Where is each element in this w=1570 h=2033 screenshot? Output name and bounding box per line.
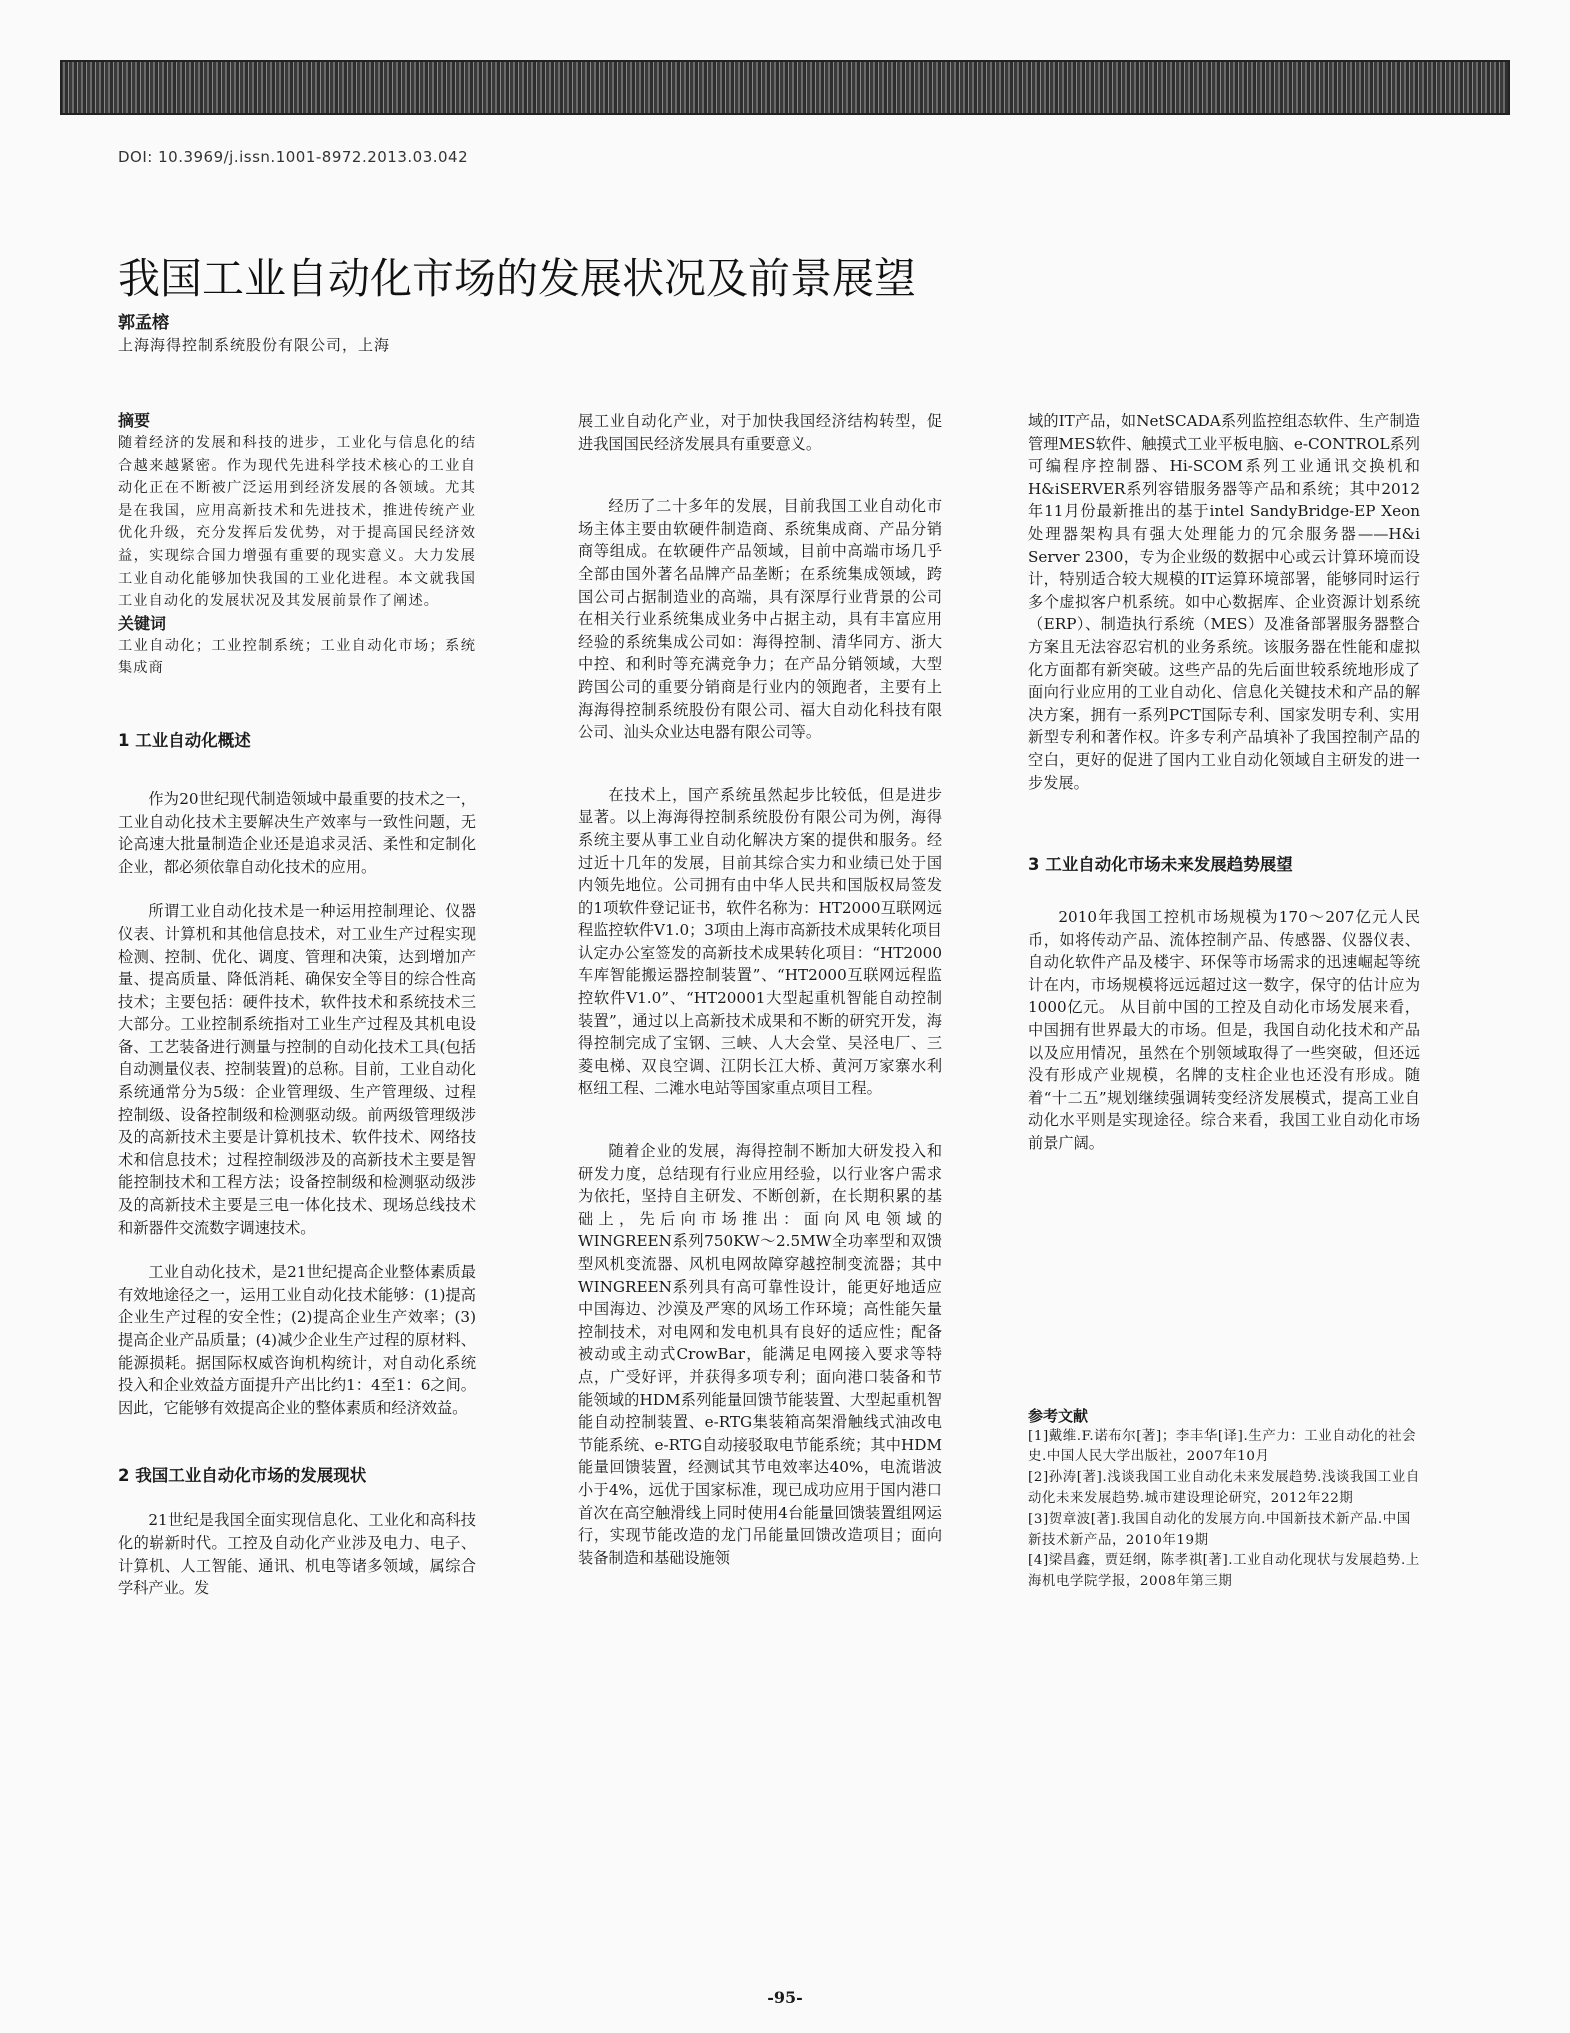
abstract-text: 随着经济的发展和科技的进步，工业化与信息化的结合越来越紧密。作为现代先进科学技术核心的工业自动化正在不断被广泛运用到经济发展的各领域。尤其是在我国，应用高新技术和先进技术，推进传统产业优化升级，充分发挥后发优势，对于提高国民经济效益，实现综合国力增强有重要的现实意义。大力发展工业自动化能够加快我国的工业化进程。本文就我国工业自动化的发展状况及其发展前景作了阐述。 (118, 435, 476, 610)
reference-item: [4]梁昌鑫，贾廷纲，陈孝祺[著].工业自动化现状与发展趋势.上海机电学院学报，2008年第三期 (1028, 1553, 1420, 1590)
section-1-heading: 1 工业自动化概述 (118, 730, 251, 750)
section-1-paragraph: 工业自动化技术，是21世纪提高企业整体素质最有效地途径之一，运用工业自动化技术能够：(1)提高企业生产过程的安全性；(2)提高企业生产效率；(3)提高企业产品质量；(4)减少企业生产过程的原材料、能源损耗。据国际权威咨询机构统计，对自动化系统投入和企业效益方面提升产出比约1：4至1：6之间。因此，它能够有效提高企业的整体素质和经济效益。 (118, 1263, 476, 1417)
section-1-paragraph: 所谓工业自动化技术是一种运用控制理论、仪器仪表、计算机和其他信息技术，对工业生产过程实现检测、控制、优化、调度、管理和决策，达到增加产量、提高质量、降低消耗、确保安全等目的综合性高技术；主要包括：硬件技术，软件技术和系统技术三大部分。工业控制系统指对工业生产过程及其机电设备、工艺装备进行测量与控制的自动化技术工具(包括自动测量仪表、控制装置)的总称。目前，工业自动化系统通常分为5级：企业管理级、生产管理级、过程控制级、设备控制级和检测驱动级。前两级管理级涉及的高新技术主要是计算机技术、软件技术、网络技术和信息技术；过程控制级涉及的高新技术主要是智能控制技术和工程方法；设备控制级和检测驱动级涉及的高新技术主要是三电一体化技术、现场总线技术和新器件交流数字调速技术。 (118, 902, 476, 1237)
paper-title: 我国工业自动化市场的发展状况及前景展望 (118, 254, 917, 303)
keywords-label: 关键词 (118, 613, 167, 633)
section-2-paragraph: 21世纪是我国全面实现信息化、工业化和高科技化的崭新时代。工控及自动化产业涉及电力、电子、计算机、人工智能、通讯、机电等诸多领域，属综合学科产业。发 (118, 1511, 476, 1598)
section-2-paragraph-continued: 域的IT产品，如NetSCADA系列监控组态软件、生产制造管理MES软件、触摸式工业平板电脑、e-CONTROL系列可编程序控制器、Hi-SCOM系列工业通讯交换机和H&iSERVER系列容错服务器等产品和系统；其中2012年11月份最新推出的基于intel SandyBridge-EP Xeon处理器架构具有强大处理能力的冗余服务器——H&i Server 2300，专为企业级的数据中心或云计算环境而设计，特别适合较大规模的IT运算环境部署，能够同时运行多个虚拟客户机系统。如中心数据库、企业资源计划系统（ERP）、制造执行系统（MES）及准备部署服务器整合方案且无法容忍宕机的业务系统。该服务器在性能和虚拟化方面都有新突破。这些产品的先后面世较系统地形成了面向行业应用的工业自动化、信息化关键技术和产品的解决方案，拥有一系列PCT国际专利、国家发明专利、实用新型专利和著作权。许多专利产品填补了我国控制产品的空白，更好的促进了国内工业自动化领域自主研发的进一步发展。 (1028, 412, 1420, 792)
reference-item: [1]戴维.F.诺布尔[著]；李丰华[译].生产力：工业自动化的社会史.中国人民大学出版社，2007年10月 (1028, 1428, 1417, 1465)
author-affiliation: 上海海得控制系统股份有限公司，上海 (118, 336, 391, 354)
section-2-paragraph: 在技术上，国产系统虽然起步比较低，但是进步显著。以上海海得控制系统股份有限公司为例，海得系统主要从事工业自动化解决方案的提供和服务。经过近十几年的发展，目前其综合实力和业绩已处于国内领先地位。公司拥有由中华人民共和国版权局签发的1项软件登记证书，软件名称为：HT2000互联网远程监控软件V1.0；3项由上海市高新技术成果转化项目认定办公室签发的高新技术成果转化项目：“HT2000车库智能搬运器控制装置”、“HT2000互联网远程监控软件V1.0”、“HT20001大型起重机智能自动控制装置”，通过以上高新技术成果和不断的研究开发，海得控制完成了宝钢、三峡、人大会堂、吴泾电厂、三菱电梯、双良空调、江阴长江大桥、黄河万家寨水利枢纽工程、二滩水电站等国家重点项目工程。 (578, 785, 942, 1098)
section-3-heading: 3 工业自动化市场未来发展趋势展望 (1028, 855, 1293, 875)
section-2-paragraph: 随着企业的发展，海得控制不断加大研发投入和研发力度，总结现有行业应用经验，以行业客户需求为依托，坚持自主研发、不断创新，在长期积累的基础上，先后向市场推出：面向风电领域的WINGREEN系列750KW～2.5MW全功率型和双馈型风机变流器、风机电网故障穿越控制变流器；其中WINGREEN系列具有高可靠性设计，能更好地适应中国海边、沙漠及严寒的风场工作环境；高性能矢量控制技术，对电网和发电机具有良好的适应性；配备被动或主动式CrowBar，能满足电网接入要求等特点，广受好评，并获得多项专利；面向港口装备和节能领域的HDM系列能量回馈节能装置、大型起重机智能自动控制装置、e-RTG集装箱高架滑触线式油改电节能系统、e-RTG自动接驳取电节能系统；其中HDM能量回馈装置，经测试其节电效率达40%，电流谐波小于4%，远优于国家标准，现已成功应用于国内港口首次在高空触滑线上同时使用4台能量回馈装置组网运行，实现节能改造的龙门吊能量回馈改造项目；面向装备制造和基础设施领 (578, 1142, 942, 1567)
page-number: -95- (767, 1988, 803, 2007)
column-1 (118, 410, 476, 1600)
references-label: 参考文献 (1028, 1406, 1089, 1425)
column-2 (578, 410, 942, 1569)
section-3-paragraph: 2010年我国工控机市场规模为170～207亿元人民币，如将传动产品、流体控制产品、传感器、仪器仪表、自动化软件产品及楼宇、环保等市场需求的迅速崛起等统计在内，市场规模将远远超过这一数字，保守的估计应为1000亿元。 从目前中国的工控及自动化市场发展来看，中国拥有世界最大的市场。但是，我国自动化技术和产品以及应用情况，虽然在个别领域取得了一些突破，但还远没有形成产业规模，名牌的支柱企业也还没有形成。随着“十二五”规划继续强调转变经济发展模式，提高工业自动化水平则是实现途径。综合来看，我国工业自动化市场前景广阔。 (1028, 908, 1420, 1153)
header-banner (60, 60, 1510, 115)
reference-item: [2]孙涛[著].浅谈我国工业自动化未来发展趋势.浅谈我国工业自动化未来发展趋势.城市建设理论研究，2012年22期 (1028, 1470, 1420, 1507)
doi-line: DOI: 10.3969/j.issn.1001-8972.2013.03.042 (118, 148, 469, 166)
author-name: 郭孟榕 (118, 313, 169, 333)
keywords-text: 工业自动化；工业控制系统；工业自动化市场；系统集成商 (118, 637, 476, 677)
section-2-paragraph-continued: 展工业自动化产业，对于加快我国经济结构转型，促进我国国民经济发展具有重要意义。 (578, 412, 942, 453)
abstract-label: 摘要 (118, 411, 151, 430)
section-1-paragraph: 作为20世纪现代制造领域中最重要的技术之一，工业自动化技术主要解决生产效率与一致性问题，无论高速大批量制造企业还是追求灵活、柔性和定制化企业，都必须依靠自动化技术的应用。 (118, 789, 476, 876)
reference-item: [3]贺章波[著].我国自动化的发展方向.中国新技术新产品.中国新技术新产品，2010年19期 (1028, 1511, 1411, 1548)
section-2-paragraph: 经历了二十多年的发展，目前我国工业自动化市场主体主要由软硬件制造商、系统集成商、产品分销商等组成。在软硬件产品领域，目前中高端市场几乎全部由国外著名品牌产品垄断；在系统集成领域，跨国公司占据制造业的高端，具有深厚行业背景的公司在相关行业系统集成业务中占据主动，具有丰富应用经验的系统集成公司如：海得控制、清华同方、浙大中控、和利时等充满竞争力；在产品分销领域，大型跨国公司的重要分销商是行业内的领跑者，主要有上海海得控制系统股份有限公司、福大自动化科技有限公司、汕头众业达电器有限公司等。 (578, 497, 942, 742)
section-2-heading: 2 我国工业自动化市场的发展现状 (118, 1466, 367, 1486)
column-3 (1028, 410, 1420, 1593)
